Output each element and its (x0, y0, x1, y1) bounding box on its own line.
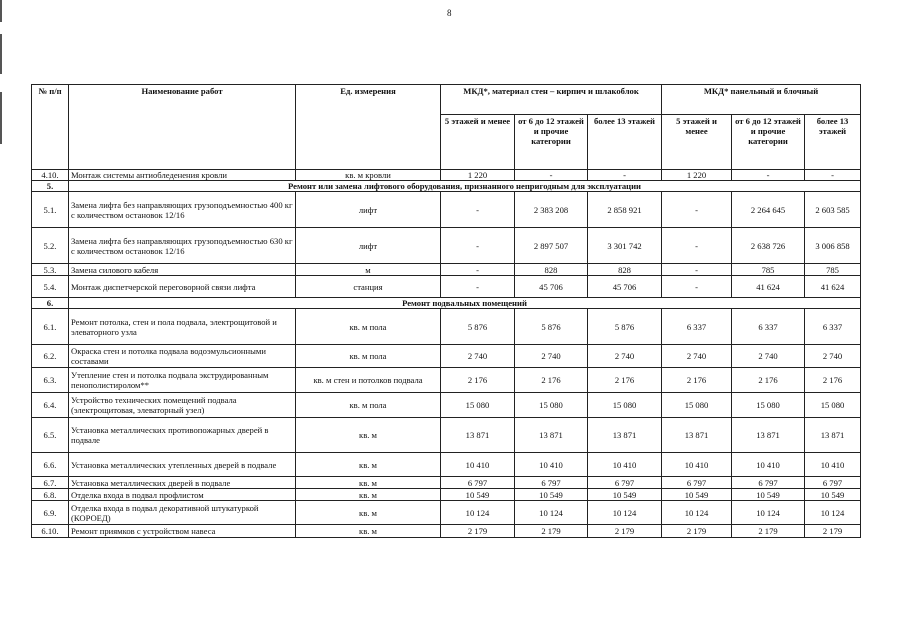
work-name: Утепление стен и потолка подвала экструдированным пенополистиролом** (69, 368, 296, 393)
unit-cell: кв. м (296, 501, 441, 525)
price-cell: 1 220 (441, 170, 515, 181)
price-cell: 10 124 (662, 501, 732, 525)
header-row (32, 85, 861, 115)
section-title: Ремонт подвальных помещений (69, 298, 861, 309)
unit-cell: кв. м (296, 477, 441, 489)
unit-cell: кв. м стен и потолков подвала (296, 368, 441, 393)
unit-cell: станция (296, 276, 441, 298)
price-cell: 6 337 (732, 309, 805, 345)
row-number: 6.5. (32, 418, 69, 453)
price-cell: 15 080 (662, 393, 732, 418)
price-cell: 6 797 (588, 477, 662, 489)
table-row (32, 501, 861, 525)
row-number: 5.4. (32, 276, 69, 298)
price-cell: 15 080 (805, 393, 861, 418)
section-number: 6. (32, 298, 69, 309)
price-cell: 10 410 (732, 453, 805, 477)
header-unit: Ед. измерения (296, 85, 441, 170)
header-sub: 5 этажей и менее (441, 115, 515, 170)
row-number: 6.3. (32, 368, 69, 393)
row-number: 6.4. (32, 393, 69, 418)
price-cell: 10 410 (441, 453, 515, 477)
price-cell: 2 740 (732, 345, 805, 368)
price-cell: 10 549 (588, 489, 662, 501)
price-cell: 2 740 (515, 345, 588, 368)
work-name: Окраска стен и потолка подвала водоэмульсионными составами (69, 345, 296, 368)
price-cell: 13 871 (805, 418, 861, 453)
unit-cell: лифт (296, 228, 441, 264)
price-cell: - (515, 170, 588, 181)
price-cell: 2 383 208 (515, 192, 588, 228)
price-cell: 45 706 (515, 276, 588, 298)
price-cell: 41 624 (732, 276, 805, 298)
price-cell: - (732, 170, 805, 181)
price-cell: 15 080 (515, 393, 588, 418)
price-cell: 2 740 (588, 345, 662, 368)
unit-cell: кв. м пола (296, 393, 441, 418)
price-table (31, 84, 861, 538)
work-name: Замена лифта без направляющих грузоподъемностью 630 кг с количеством остановок 12/16 (69, 228, 296, 264)
price-cell: 2 179 (805, 525, 861, 538)
work-name: Отделка входа в подвал декоративной штукатуркой (КОРОЕД) (69, 501, 296, 525)
price-cell: 3 301 742 (588, 228, 662, 264)
price-cell: 2 176 (662, 368, 732, 393)
price-cell: 10 549 (662, 489, 732, 501)
header-group-panel: МКД* панельный и блочный (662, 85, 861, 115)
table-row (32, 192, 861, 228)
price-cell: 2 740 (662, 345, 732, 368)
table-row (32, 228, 861, 264)
price-cell: 828 (515, 264, 588, 276)
section-row (32, 298, 861, 309)
unit-cell: лифт (296, 192, 441, 228)
margin-mark (0, 34, 2, 74)
row-number: 4.10. (32, 170, 69, 181)
price-cell: 15 080 (588, 393, 662, 418)
unit-cell: кв. м (296, 418, 441, 453)
price-cell: 6 337 (805, 309, 861, 345)
price-cell: 13 871 (732, 418, 805, 453)
header-name: Наименование работ (69, 85, 296, 170)
table-row (32, 477, 861, 489)
price-cell: 2 638 726 (732, 228, 805, 264)
price-cell: 1 220 (662, 170, 732, 181)
price-cell: 6 797 (515, 477, 588, 489)
price-cell: 6 797 (441, 477, 515, 489)
table-row (32, 368, 861, 393)
price-cell: 6 797 (732, 477, 805, 489)
row-number: 6.6. (32, 453, 69, 477)
row-number: 6.8. (32, 489, 69, 501)
price-cell: 2 179 (662, 525, 732, 538)
table-row (32, 525, 861, 538)
table-row (32, 309, 861, 345)
price-cell: 41 624 (805, 276, 861, 298)
price-cell: - (441, 228, 515, 264)
unit-cell: кв. м (296, 453, 441, 477)
price-cell: 2 264 645 (732, 192, 805, 228)
table-row (32, 418, 861, 453)
section-row (32, 181, 861, 192)
unit-cell: м (296, 264, 441, 276)
price-cell: - (441, 276, 515, 298)
price-cell: 10 124 (805, 501, 861, 525)
price-cell: 10 549 (732, 489, 805, 501)
price-cell: 10 410 (588, 453, 662, 477)
row-number: 6.10. (32, 525, 69, 538)
header-sub: от 6 до 12 этажей и прочие категории (732, 115, 805, 170)
price-cell: 13 871 (441, 418, 515, 453)
price-cell: 15 080 (441, 393, 515, 418)
unit-cell: кв. м (296, 489, 441, 501)
work-name: Установка металлических дверей в подвале (69, 477, 296, 489)
price-cell: 10 549 (441, 489, 515, 501)
price-cell: 10 410 (515, 453, 588, 477)
price-cell: 6 797 (662, 477, 732, 489)
price-cell: - (662, 264, 732, 276)
row-number: 5.3. (32, 264, 69, 276)
margin-mark (0, 0, 2, 22)
price-cell: 5 876 (515, 309, 588, 345)
price-cell: 13 871 (662, 418, 732, 453)
price-cell: 5 876 (588, 309, 662, 345)
price-cell: 45 706 (588, 276, 662, 298)
price-cell: 2 176 (588, 368, 662, 393)
price-cell: 2 176 (732, 368, 805, 393)
price-cell: 10 410 (805, 453, 861, 477)
price-cell: 10 124 (732, 501, 805, 525)
price-cell: 10 549 (515, 489, 588, 501)
table-row (32, 489, 861, 501)
row-number: 5.1. (32, 192, 69, 228)
price-cell: 2 176 (441, 368, 515, 393)
section-title: Ремонт или замена лифтового оборудования, признанного непригодным для эксплуатации (69, 181, 861, 192)
row-number: 6.2. (32, 345, 69, 368)
price-cell: 2 897 507 (515, 228, 588, 264)
work-name: Ремонт приямков с устройством навеса (69, 525, 296, 538)
work-name: Ремонт потолка, стен и пола подвала, электрощитовой и элеваторного узла (69, 309, 296, 345)
work-name: Установка металлических утепленных дверей в подвале (69, 453, 296, 477)
margin-mark (0, 92, 2, 144)
price-cell: 2 179 (732, 525, 805, 538)
table-row (32, 276, 861, 298)
price-cell: 2 179 (588, 525, 662, 538)
row-number: 6.7. (32, 477, 69, 489)
table-row (32, 453, 861, 477)
row-number: 6.1. (32, 309, 69, 345)
work-name: Замена лифта без направляющих грузоподъемностью 400 кг с количеством остановок 12/16 (69, 192, 296, 228)
price-cell: - (662, 228, 732, 264)
section-number: 5. (32, 181, 69, 192)
price-cell: 10 124 (441, 501, 515, 525)
row-number: 5.2. (32, 228, 69, 264)
price-cell: 2 176 (515, 368, 588, 393)
price-cell: 13 871 (515, 418, 588, 453)
unit-cell: кв. м (296, 525, 441, 538)
price-cell: - (805, 170, 861, 181)
row-number: 6.9. (32, 501, 69, 525)
price-cell: 2 603 585 (805, 192, 861, 228)
table-row (32, 264, 861, 276)
work-name: Замена силового кабеля (69, 264, 296, 276)
price-cell: 10 124 (588, 501, 662, 525)
header-num: № п/п (32, 85, 69, 170)
unit-cell: кв. м пола (296, 309, 441, 345)
price-cell: 3 006 858 (805, 228, 861, 264)
price-cell: 785 (805, 264, 861, 276)
price-cell: - (441, 192, 515, 228)
header-sub: более 13 этажей (588, 115, 662, 170)
price-cell: 15 080 (732, 393, 805, 418)
header-sub: более 13 этажей (805, 115, 861, 170)
price-cell: 5 876 (441, 309, 515, 345)
table-body (32, 170, 861, 538)
price-cell: - (662, 276, 732, 298)
unit-cell: кв. м пола (296, 345, 441, 368)
work-name: Монтаж системы антиобледенения кровли (69, 170, 296, 181)
work-name: Устройство технических помещений подвала (электрощитовая, элеваторный узел) (69, 393, 296, 418)
work-name: Установка металлических противопожарных дверей в подвале (69, 418, 296, 453)
table-row (32, 393, 861, 418)
price-cell: 2 740 (805, 345, 861, 368)
page-number: 8 (447, 8, 452, 18)
price-cell: 2 176 (805, 368, 861, 393)
price-cell: 2 179 (441, 525, 515, 538)
price-cell: 13 871 (588, 418, 662, 453)
price-cell: - (662, 192, 732, 228)
price-cell: 10 549 (805, 489, 861, 501)
price-cell: 828 (588, 264, 662, 276)
header-sub: от 6 до 12 этажей и прочие категории (515, 115, 588, 170)
price-cell: 785 (732, 264, 805, 276)
price-cell: 10 410 (662, 453, 732, 477)
work-name: Монтаж диспетчерской переговорной связи лифта (69, 276, 296, 298)
price-cell: 6 797 (805, 477, 861, 489)
price-cell: - (441, 264, 515, 276)
price-cell: 2 858 921 (588, 192, 662, 228)
table-row (32, 345, 861, 368)
table-row (32, 170, 861, 181)
header-group-brick: МКД*, материал стен – кирпич и шлакоблок (441, 85, 662, 115)
header-sub: 5 этажей и менее (662, 115, 732, 170)
price-cell: 2 179 (515, 525, 588, 538)
price-cell: 6 337 (662, 309, 732, 345)
work-name: Отделка входа в подвал профлистом (69, 489, 296, 501)
price-cell: - (588, 170, 662, 181)
price-cell: 2 740 (441, 345, 515, 368)
price-cell: 10 124 (515, 501, 588, 525)
unit-cell: кв. м кровли (296, 170, 441, 181)
